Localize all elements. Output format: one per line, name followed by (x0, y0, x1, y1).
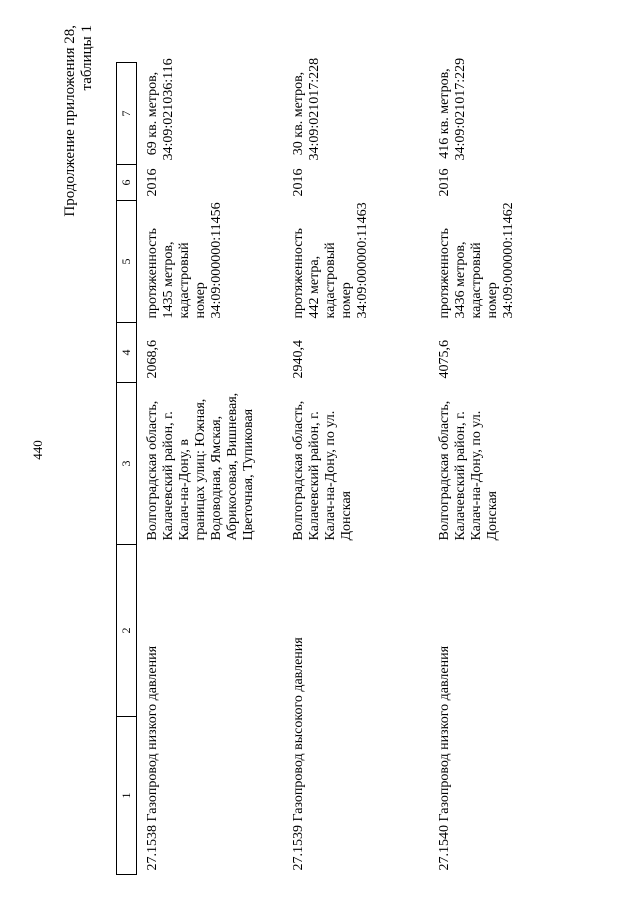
col-number-7: 7 (117, 63, 137, 165)
col-number-4: 4 (117, 323, 137, 383)
row-number: 27.1540 (437, 825, 452, 871)
value-cell: 2940,4 (291, 340, 306, 379)
object-name: Газопровод высокого давления (291, 637, 306, 822)
object-name: Газопровод низкого давления (145, 645, 160, 822)
col-number-5: 5 (117, 201, 137, 323)
value-cell: 4075,6 (437, 340, 452, 379)
object-cell (137, 545, 284, 875)
continuation-note (62, 25, 96, 345)
object-cell (283, 545, 429, 875)
address-cell: Волгоградская область, Калачевский район, г. Калач-на-Дону, по ул. Донская (291, 400, 354, 541)
col-number-2: 2 (117, 545, 137, 717)
object-name: Газопровод низкого давления (437, 645, 452, 822)
table-row (429, 63, 575, 875)
row-number: 27.1539 (291, 825, 306, 871)
col-number-1: 1 (117, 717, 137, 875)
continuation-line-1: Продолжение приложения 28, (62, 25, 78, 217)
continuation-line-2: таблицы 1 (79, 25, 95, 91)
area-cell: 416 кв. метров, 34:09:021017:229 (437, 57, 468, 161)
year-cell: 2016 (145, 168, 160, 197)
objects-table (116, 57, 575, 875)
year-cell: 2016 (437, 168, 452, 197)
characteristic-cell: протяженность 1435 метров, кадастровый номер 34:09:000000:11456 (145, 202, 224, 319)
table-row (283, 63, 429, 875)
column-numbers-row (117, 63, 137, 875)
table-row (137, 63, 284, 875)
value-cell: 2068,6 (145, 340, 160, 379)
characteristic-cell: протяженность 3436 метров, кадастровый номер 34:09:000000:11462 (437, 202, 516, 319)
area-cell: 30 кв. метров, 34:09:021017:228 (291, 57, 322, 161)
row-number: 27.1538 (145, 825, 160, 871)
characteristic-cell: протяженность 442 метра, кадастровый номер 34:09:000000:11463 (291, 202, 370, 319)
page-number: 440 (29, 440, 45, 460)
col-number-3: 3 (117, 383, 137, 545)
area-cell: 69 кв. метров, 34:09:021036:116 (145, 58, 176, 161)
address-cell: Волгоградская область, Калачевский район, г. Калач-на-Дону, по ул. Донская (437, 400, 500, 541)
address-cell: Волгоградская область, Калачевский район, г. Калач-на-Дону, в границах улиц: Южная, Водоводная, Ямская, Абрикосовая, Вишневая, Цветочная, Тупиковая (145, 392, 256, 541)
col-number-6: 6 (117, 165, 137, 201)
object-cell (429, 545, 575, 875)
year-cell: 2016 (291, 168, 306, 197)
